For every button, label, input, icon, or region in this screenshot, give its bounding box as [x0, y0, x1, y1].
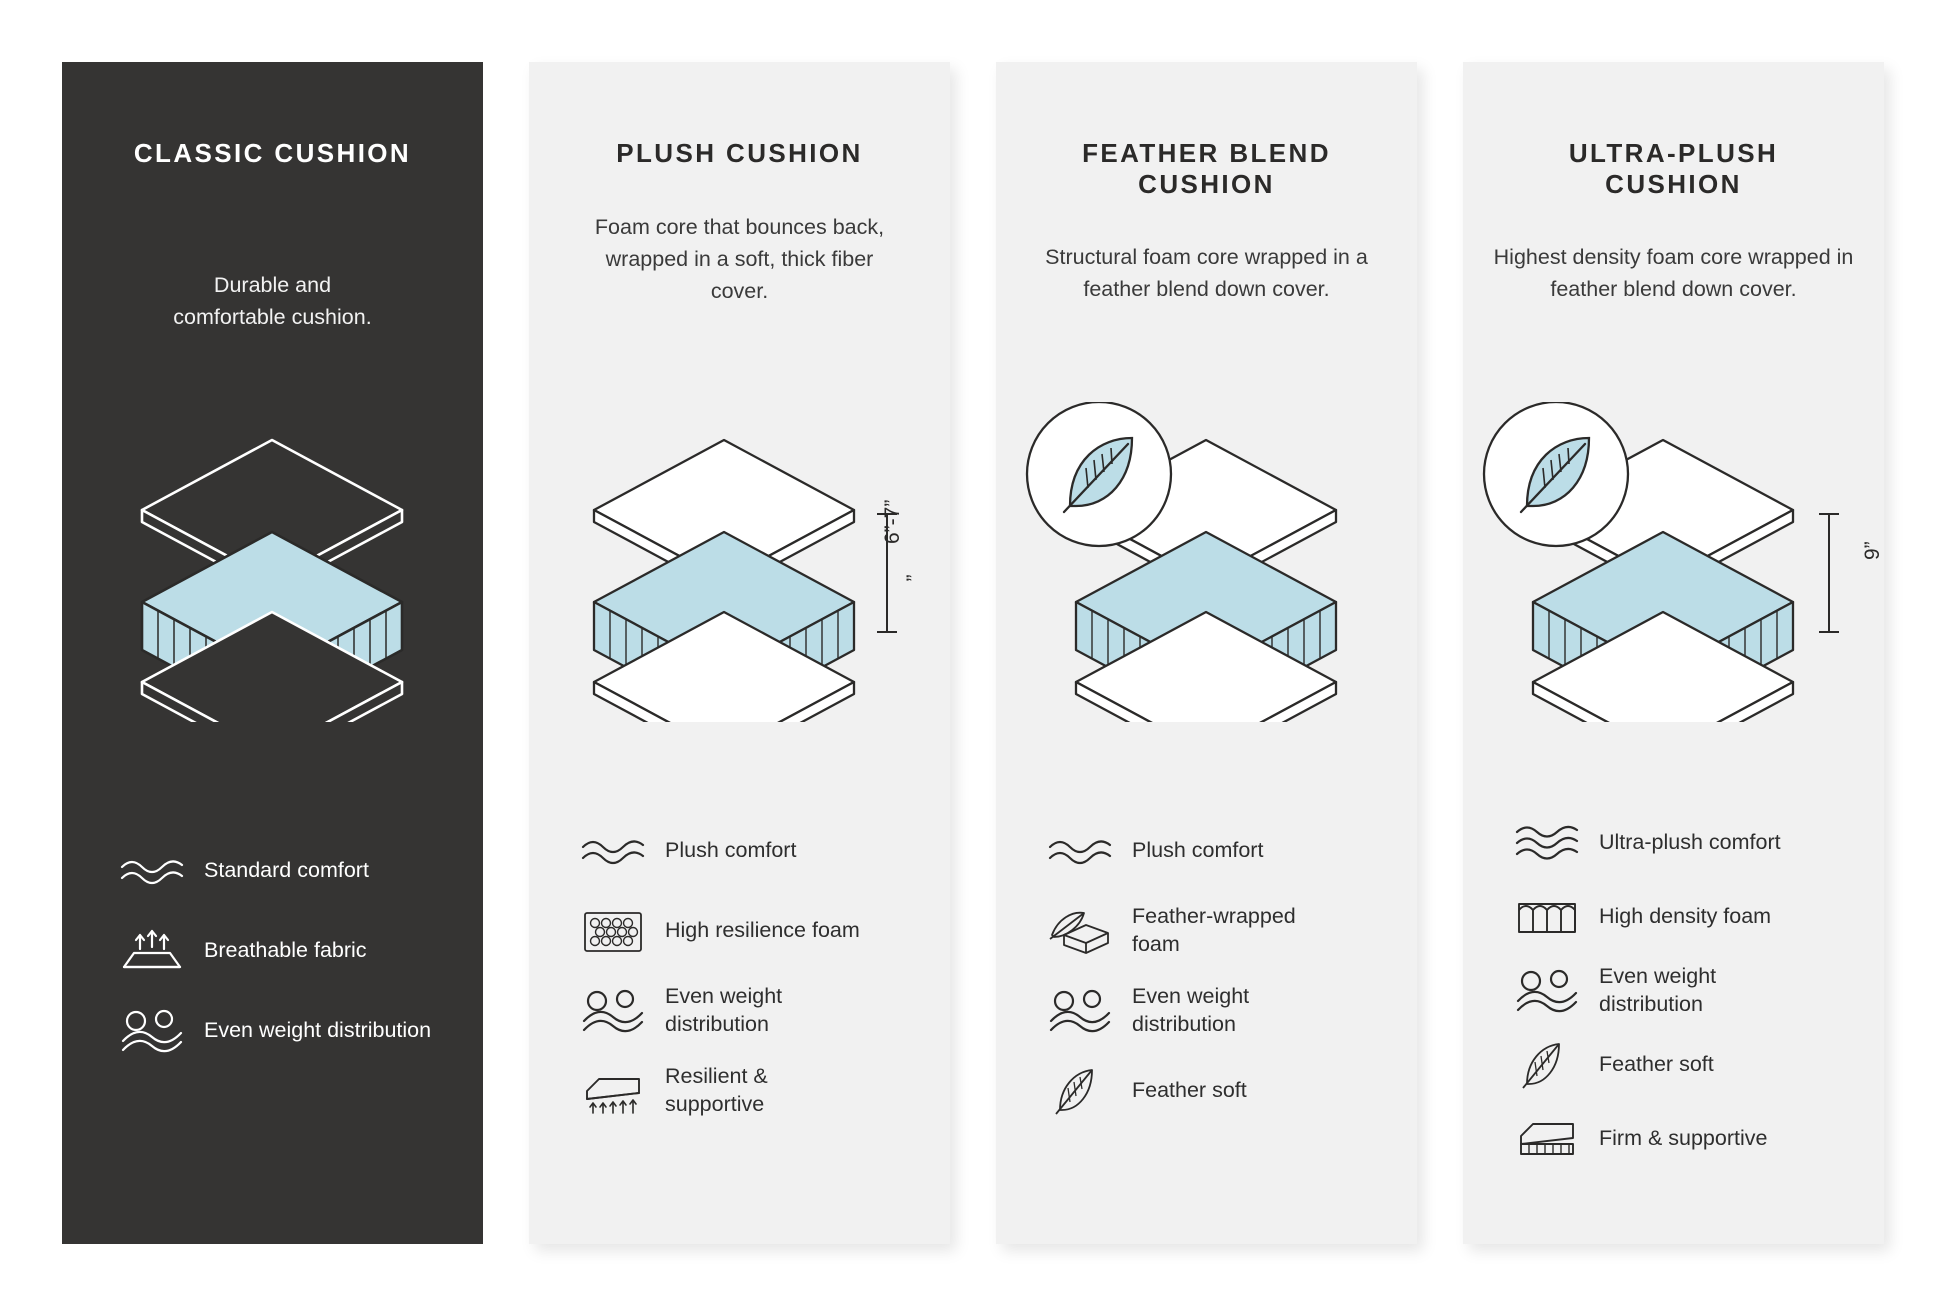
feature-item	[579, 982, 924, 1040]
feature-label: Breathable fabric	[204, 938, 367, 963]
feature-label: Even weight distribution	[665, 984, 783, 1036]
honeycomb-foam-icon	[579, 905, 653, 957]
exploded-cushion-illustration	[529, 432, 950, 722]
weight-distribution-icon	[118, 1007, 192, 1055]
wave-icon	[1046, 834, 1120, 868]
feature-item	[118, 842, 457, 900]
card-title: PLUSH CUSHION	[616, 138, 863, 168]
feature-label: High density foam	[1599, 904, 1772, 929]
cushion-card-classic	[62, 62, 483, 1244]
feature-label: Standard comfort	[204, 858, 369, 883]
card-title: ULTRA-PLUSH CUSHION	[1568, 138, 1779, 199]
card-description: Durable and comfortable cushion.	[173, 273, 372, 329]
cushion-card-feather-blend	[996, 62, 1417, 1244]
weight-distribution-icon	[1513, 967, 1587, 1015]
feature-item	[579, 822, 924, 880]
feature-list	[1513, 814, 1858, 1184]
feature-label: Ultra-plush comfort	[1599, 830, 1781, 855]
feather-wrapped-foam-icon	[1046, 905, 1120, 957]
high-density-foam-icon	[1513, 894, 1587, 940]
cushion-card-plush	[529, 62, 950, 1244]
feature-label: Plush comfort	[1132, 838, 1264, 863]
triple-wave-icon	[1513, 822, 1587, 864]
firm-support-icon	[1513, 1114, 1587, 1164]
card-title: CLASSIC CUSHION	[133, 138, 412, 168]
exploded-cushion-illustration	[1463, 402, 1884, 722]
weight-distribution-icon	[1046, 987, 1120, 1035]
feature-item	[1046, 1062, 1391, 1120]
feature-label: Firm & supportive	[1599, 1126, 1768, 1151]
feature-item	[1513, 1110, 1858, 1168]
cushion-layer-diagram	[996, 402, 1417, 692]
feature-item	[1513, 1036, 1858, 1094]
wave-icon	[579, 834, 653, 868]
feather-icon	[1513, 1038, 1587, 1092]
feature-item	[1046, 902, 1391, 960]
card-description: Highest density foam core wrapped in feather blend down cover.	[1493, 245, 1854, 301]
height-label: 6”-7”	[881, 499, 904, 544]
wave-icon	[118, 854, 192, 888]
feature-item	[1513, 814, 1858, 872]
feature-list	[118, 842, 457, 1082]
feature-item	[1513, 888, 1858, 946]
height-label: 9”	[1861, 541, 1884, 560]
feature-label: Plush comfort	[665, 838, 797, 863]
height-label: ”	[903, 574, 926, 582]
breathable-fabric-icon	[118, 927, 192, 975]
feature-item	[579, 902, 924, 960]
leaf-badge	[1027, 402, 1171, 546]
cushion-layer-diagram	[529, 432, 950, 722]
leaf-badge	[1484, 402, 1628, 546]
feature-label: Even weight distribution	[204, 1018, 432, 1043]
feature-item	[118, 1002, 457, 1060]
exploded-cushion-illustration	[996, 402, 1417, 722]
feature-label: Even weight distribution	[1599, 964, 1717, 1016]
feature-label: High resilience foam	[665, 918, 860, 943]
feature-label: Resilient & supportive	[665, 1064, 768, 1116]
cushion-layer-diagram	[1463, 402, 1884, 692]
card-description: Foam core that bounces back, wrapped in a soft, thick fiber cover.	[594, 215, 885, 303]
feature-item	[1046, 982, 1391, 1040]
feature-item	[1046, 822, 1391, 880]
feature-item	[1513, 962, 1858, 1020]
resilient-support-icon	[579, 1065, 653, 1117]
feature-item	[118, 922, 457, 980]
exploded-cushion-illustration	[62, 432, 483, 722]
feature-label: Feather soft	[1132, 1078, 1247, 1103]
card-title: FEATHER BLEND CUSHION	[1082, 138, 1331, 199]
card-description: Structural foam core wrapped in a feather blend down cover.	[1045, 245, 1368, 301]
feature-list	[579, 822, 924, 1142]
feature-list	[1046, 822, 1391, 1142]
cushion-layer-diagram	[62, 432, 483, 722]
weight-distribution-icon	[579, 987, 653, 1035]
feature-label: Feather soft	[1599, 1052, 1714, 1077]
feature-item	[579, 1062, 924, 1120]
feature-label: Even weight distribution	[1132, 984, 1250, 1036]
feather-icon	[1046, 1064, 1120, 1118]
feature-label: Feather-wrapped foam	[1132, 904, 1296, 956]
cushion-card-ultra-plush	[1463, 62, 1884, 1244]
